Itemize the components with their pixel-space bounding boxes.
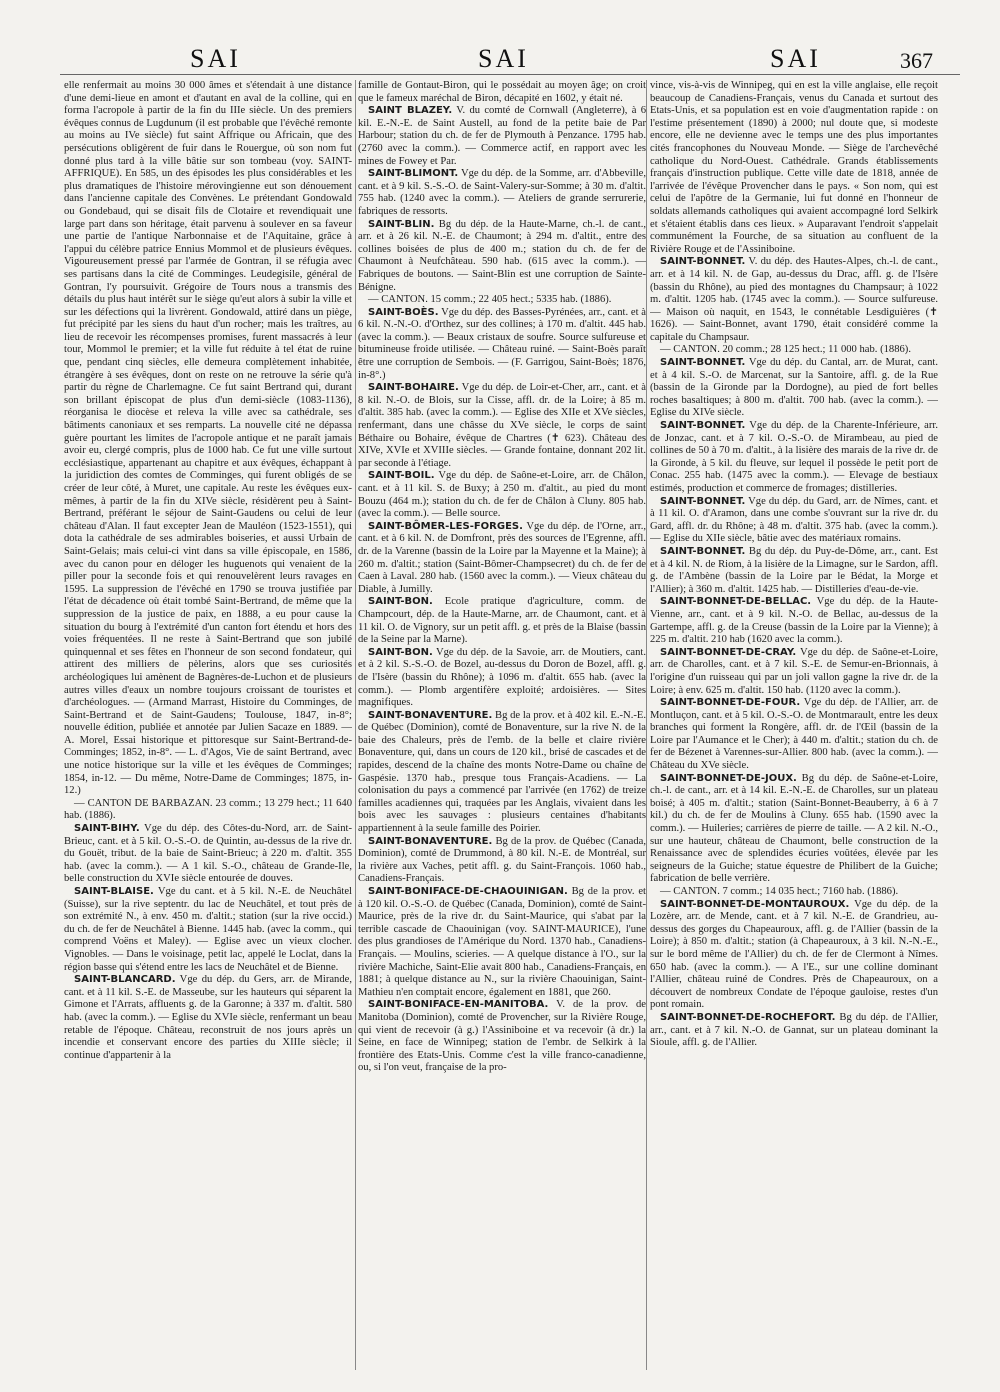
- column-1: [64, 80, 352, 1370]
- entry-headword: SAINT-BONNET.: [660, 256, 746, 268]
- dictionary-entry: [358, 168, 646, 218]
- column-divider: [646, 80, 647, 1370]
- entry-headword: SAINT-BLIN.: [368, 218, 435, 230]
- entry-body: Vge du dép. des Basses-Pyrénées, arr., cant. et à 6 kil. N.-N.-O. d'Orthez, sur des collines; à 170 m. d'altit. 445 hab. (avec la comm.). — Beaux cristaux de soufre. Source sulfureuse et bitumineuse froide utilisée. — Château ruiné. — Saint-Boès paraît être une corruption de Sembois. — (F. Garrigou, Saint-Boès; 1876, in-8°.): [358, 306, 646, 381]
- dictionary-entry: [358, 710, 646, 836]
- dictionary-entry: [358, 596, 646, 646]
- dictionary-entry: [650, 596, 938, 646]
- column-3: [650, 80, 938, 1370]
- entry-headword: SAINT BLAZEY.: [368, 105, 453, 117]
- entry-body: Bg du dép. de l'Allier, arr., cant. et à 7 kil. N.-O. de Gannat, sur un plateau dominant la Sioule, affl. g. de l'Allier.: [650, 1011, 938, 1049]
- running-head-center: SAI: [478, 44, 529, 73]
- entry-headword: SAINT-BONAVENTURE.: [368, 709, 493, 721]
- entry-headword: SAINT-BOHAIRE.: [368, 382, 459, 394]
- entry-text: [650, 344, 938, 357]
- entry-body: — CANTON. 7 comm.; 14 035 hect.; 7160 hab. (1886).: [660, 886, 899, 897]
- dictionary-entry: [650, 773, 938, 886]
- entry-body: V. du comté de Cornwall (Angleterre), à 6 kil. E.-N.-E. de Saint Austell, au fond de la petite baie de Par Harbour; station du ch. de fer de Plymouth à Penzance. 1795 hab. (2760 avec la comm.). — Commerce actif, en rapport avec les mines de Fowey et Par.: [358, 105, 646, 167]
- entry-headword: SAINT-BONNET.: [660, 545, 746, 557]
- dictionary-entry: [650, 647, 938, 697]
- dictionary-entry: [358, 219, 646, 295]
- entry-text: [650, 886, 938, 899]
- dictionary-entry: [64, 886, 352, 974]
- dictionary-entry: [358, 307, 646, 383]
- running-head-left: SAI: [190, 44, 241, 73]
- entry-headword: SAINT-BLAISE.: [74, 886, 154, 897]
- dictionary-entry: [650, 697, 938, 773]
- entry-text: [358, 80, 646, 105]
- entry-body: Vge du dép. de la Savoie, arr. de Moutiers, cant. et à 2 kil. S.-S.-O. de Bozel, au-dessus du Doron de Bozel, affl. g. de l'Isère (bassin du Rhône); à 1096 m. d'altit. 655 hab. (avec la comm.). — Plomb argentifère exploité; ardoisières. — Sites magnifiques.: [358, 646, 646, 709]
- entry-headword: SAINT-BONNET-DE-FOUR.: [660, 697, 801, 709]
- entry-headword: SAINT-BONAVENTURE.: [368, 835, 493, 847]
- entry-body: Vge du dép. du Gers, arr. de Mirande, cant. et à 11 kil. S.-E. de Masseube, sur les hauteurs qui séparent la Gimone et l'Arrats, affluents g. de la Garonne; à 337 m. d'altit. 580 hab. (avec la comm.). — Eglise du XVIe siècle, renfermant un beau retable de l'époque. Château, reconstruit de nos jours après un incendie et conservant encore des parties du XIIIe siècle; il continue d'appartenir à la: [64, 974, 352, 1061]
- entry-body: Vge du dép. de Loir-et-Cher, arr., cant. et à 8 kil. N.-O. de Blois, sur la Cisse, affl. dr. de la Loire; à 85 m. d'altit. 385 hab. (avec la comm.). — Eglise des XIIe et XVe siècles, renfermant, dans une châsse du XVe siècle, le corps de saint Béthaire ou Bohaire, évêque de Chartres (✝ 623). Château des XIVe, XVIe et XVIIIe siècles. — Grande fontaine, donnant 202 lit. par seconde à l'étiage.: [358, 382, 646, 469]
- entry-headword: SAINT-BIHY.: [74, 823, 140, 835]
- dictionary-entry: [358, 382, 646, 470]
- entry-headword: SAINT-BONNET-DE-BELLAC.: [660, 596, 812, 608]
- entry-body: Vge du cant. et à 5 kil. N.-E. de Neuchâtel (Suisse), sur la rive septentr. du lac de Neuchâtel, et tout près de son extrémité N., à env. 450 m. d'altit.; station (sur la rive occid.) du ch. de fer de Neuchâtel à Bienne. 1445 hab. (avec la comm., qui comprend Voëns et Maley). — Eglise avec un vieux clocher. Vignobles. — Dans le voisinage, petit lac, appelé le Loclat, dans la région basse qui s'étend entre les lacs de Neuchâtel et de Bienne.: [64, 886, 352, 973]
- column-divider: [355, 80, 356, 1370]
- entry-body: elle renfermait au moins 30 000 âmes et s'étendait à une distance d'une demi-lieue en amont et d'autant en aval de la colline, qui en forma l'acropole à partir de la fin du IIIe siècle. Un des premiers évêques connus de Lugdunum (il est probable que l'évêché remonte au moins au IVe siècle) fut saint Affrique ou Africain, que des persécutions obligèrent de fuir dans le Rouergue, où son nom fut donné plus tard à la ville bâtie sur son tombeau (voy. SAINT-AFFRIQUE). En 585, un des épisodes les plus considérables et les plus dramatiques de l'histoire mérovingienne eut son dénouement dans l'ancienne capitale des Convènes. Le prétendant Gondowald ou Gondebaud, qui se disait fils de Clotaire et revendiquait une large part dans son héritage, était parvenu à soulever en sa faveur une partie de l'antique Narbonnaise et de l'Aquitaine, grâce à l'appui du célèbre patrice Ennius Mommol et de plusieurs évêques. Vigoureusement pressé par l'armée de Gontran, il se réfugia avec ses partisans dans la cité de Comminges. Leudegisile, général de Gontran, l'y poursuivit. Grégoire de Tours nous a transmis des détails du plus haut intérêt sur le siège qu'eut alors à subir la ville et sur les défections qui la livrèrent. Gondowald, attiré dans un piège, fut précipité par les siens du haut d'un rocher; mais les traîtres, au lieu de recevoir les récompenses promises, furent massacrés à leur tour, Mommol le premier; et la ville fut réduite à tel état de ruine que, pendant cinq siècles, elle demeura complètement inhabitée, étrangère à ses évêques, dont on reste on ne retrouve la série qu'à partir du règne de Charlemagne. Ce fut saint Bertrand qui, durant son brillant épiscopat de plus d'un demi-siècle (1083-1136), réorganisa le diocèse et releva la ville avec sa cathédrale, ses bâtiments canoniaux et ses remparts. La nouvelle cité ne dépassa guère pourtant les limites de l'acropole antique et ne paraît jamais avoir eu, clergé compris, plus de 1000 hab. Ce fut une ville surtout ecclésiastique, appartenant au chapitre et aux évêques, échappant à la juridiction des comtes de Comminges, qui furent obligés de se créer de leur côté, à Muret, une capitale. Au reste les évêques eux-mêmes, à partir de la fin du XIVe siècle, résidèrent peu à Saint-Bertrand, préférant le séjour de Saint-Gaudens ou celui de leur château d'Alan. Il faut excepter Jean de Mauléon (1523-1551), qui dota la cathédrale de ses admirables boiseries, et aussi Urbain de Saint-Gelais; mais celui-ci vint dans sa ville épiscopale, en 1586, avec du canon pour en déloger les huguenots qui venaient de la piller pour la seconde fois et qui renouvelèrent leurs ravages en 1595. La suppression de l'évêché en 1790 se trouva justifiée par l'état de décadence où était tombé Saint-Bertrand, de même que la suppression de la justice de paix, en 1888, a eu pour cause la situation du bourg à l'extrémité d'un canton fort étendu et hors des voies fréquentées. Il ne reste à Saint-Bertrand que son jubilé quinquennal et ses fêtes en l'honneur de son second fondateur, qui attirent des milliers de pèlerins, alors que ses curiosités archéologiques lui amènent de Bagnères-de-Luchon et de plusieurs autres villes d'eaux un nombre toujours croissant de touristes et d'archéologues. — (Armand Marrast, Histoire du Comminges, de Saint-Bertrand et de Saint-Gaudens; Toulouse, 1847, in-8°; nouvelle édition, publiée et annotée par Julien Sacaze en 1889. — A. Morel, Essai historique et pittoresque sur Saint-Bertrand-de-Comminges; 1852, in-8°. — L. d'Agos, Vie de saint Bertrand, avec une notice historique sur la ville et les évêques de Comminges; 1854, in-12. — Du même, Notre-Dame de Comminges; 1875, in-12.): [64, 80, 352, 797]
- dictionary-entry: [358, 105, 646, 168]
- header-rule: [60, 74, 960, 75]
- dictionary-entry: [650, 1012, 938, 1050]
- entry-body: — CANTON DE BARBAZAN. 23 comm.; 13 279 hect.; 11 640 hab. (1886).: [64, 797, 352, 822]
- entry-body: Vge du dép. de l'Orne, arr., cant. et à 6 kil. N. de Domfront, près des sources de l'Egrenne, affl. dr. de la Varenne (bassin de la Loire par la Mayenne et la Maine); à 260 m. d'altit.; station (Saint-Bômer-Champsecret) du ch. de fer de Caen à Laval. 280 hab. (1560 avec la comm.). — Vieux château du Diable, à Jumilly.: [358, 520, 646, 595]
- dictionary-entry: [358, 470, 646, 520]
- dictionary-entry: [64, 974, 352, 1062]
- entry-body: Bg du dép. de la Haute-Marne, ch.-l. de cant., arr. et à 26 kil. N.-E. de Chaumont; à 294 m. d'altit., entre des collines boisées de plus de 400 m.; station du ch. de fer de Chaumont à Neufchâteau. 590 hab. (615 avec la comm.). — Fabriques de boutons. — Saint-Blin est une corruption de Sainte-Bénigne.: [358, 218, 646, 293]
- dictionary-entry: [650, 420, 938, 496]
- column-2: [358, 80, 646, 1370]
- entry-headword: SAINT-BLIMONT.: [368, 168, 459, 180]
- dictionary-entry: [650, 357, 938, 420]
- entry-body: — CANTON. 15 comm.; 22 405 hect.; 5335 hab. (1886).: [368, 294, 612, 306]
- entry-headword: SAINT-BÔMER-LES-FORGES.: [368, 520, 523, 532]
- entry-body: vince, vis-à-vis de Winnipeg, qui en est la ville anglaise, elle reçoit beaucoup de Canadiens-Français, venus du Canada et surtout des Etats-Unis, et sa population est en voie d'augmentation rapide : on l'estime présentement (1890) à 2000; nul doute que, si modeste encore, elle ne devienne avec le temps une des plus importantes cités francophones du Nouveau Monde. — Siège de l'archevêché catholique du Nord-Ouest. Cathédrale. Grands établissements français d'instruction publique. Cette ville date de 1818, année de l'arrivée de l'évêque Provencher dans le pays. « Son nom, qui est celui de l'apôtre de la Germanie, lui fut donné en l'honneur de soldats allemands catholiques qui avaient accompagné lord Selkirk et s'étaient établis dans ces lieux. » Auparavant l'endroit s'appelait communément la Fourche, de sa situation au confluent de la Rivière Rouge et de l'Assiniboine.: [650, 80, 938, 255]
- entry-body: Vge du dép. de l'Allier, arr. de Montluçon, cant. et à 5 kil. O.-S.-O. de Montmarault, entre les deux branches qui forment la Rongère, affl. dr. de l'Œil (bassin de la Loire par l'Aumance et le Cher); à 440 m. d'altit.; station du ch. de fer de Bézenet à Varennes-sur-Allier. 800 hab. (avec la comm.). — Château du XVe siècle.: [650, 697, 938, 772]
- entry-text: [64, 80, 352, 798]
- entry-body: Vge du dép. de Saône-et-Loire, arr. de Charolles, cant. et à 7 kil. S.-E. de Semur-en-Brionnais, à l'origine d'un ruisseau qui par un joli vallon gagne la rive dr. de la Loire; à env. 625 m. d'altit. 150 hab. (1120 avec la comm.).: [650, 646, 938, 696]
- entry-headword: SAINT-BONNET-DE-ROCHEFORT.: [660, 1011, 836, 1023]
- entry-headword: SAINT-BONNET-DE-JOUX.: [660, 772, 797, 784]
- entry-body: Bg de la prov. et à 120 kil. O.-S.-O. de Québec (Canada, Dominion), comté de Saint-Maurice, près de la rive dr. du Saint-Maurice, qui s'abat par la terrible cascade de Chaouinigan (voy. SAINT-MAURICE), l'une des plus grandioses de l'Amérique du Nord. 1370 hab., Canadiens-Français. — Moulins, scieries. — A quelque distance à l'O., sur la rivière Machiche, Saint-Elie avait 800 hab., Canadiens-Français, en 1881; à quelque distance au N., sur la rivière Chaouinigan, Saint-Mathieu n'en comptait encore, également en 1881, que 260.: [358, 886, 646, 998]
- entry-body: famille de Gontaut-Biron, qui le possédait au moyen âge; on croit que le fameux maréchal de Biron, décapité en 1602, y était né.: [358, 80, 646, 104]
- entry-body: Bg du dép. du Puy-de-Dôme, arr., cant. Est et à 4 kil. N. de Riom, à la lisière de la Limagne, sur le Sardon, affl. g. de l'Ambène (bassin de la Loire par le Bédat, la Morge et l'Allier); à 360 m. d'altit. 1425 hab. — Distilleries d'eau-de-vie.: [650, 545, 938, 595]
- page-number: 367: [900, 48, 933, 73]
- entry-headword: SAINT-BONIFACE-EN-MANITOBA.: [368, 999, 549, 1011]
- entry-text: [358, 294, 646, 307]
- entry-body: Vge du dép. de la Charente-Inférieure, arr. de Jonzac, cant. et à 7 kil. O.-S.-O. de Mirambeau, au pied de collines de 50 à 70 m. d'altit., à la lisière des marais de la rive dr. de la Gironde, à 5 kil. du fleuve, sur lequel il possède le petit port de Conac. 255 hab. (1475 avec la comm.). — Elevage de bestiaux estimés, production et commerce de fromages; distilleries.: [650, 420, 938, 494]
- entry-body: Bg du dép. de Saône-et-Loire, ch.-l. de cant., arr. et à 14 kil. E.-N.-E. de Charolles, sur un plateau boisé; à 405 m. d'altit.; station (Saint-Bonnet-Beauberry, à 6 à 7 kil.) du ch. de fer de Moulins à Cluny. 655 hab. (1590 avec la comm.). — Huileries; carrières de pierre de taille. — A 2 kil. N.-O., sur une hauteur, château de Chaumont, belle construction de la Renaissance avec de splendides écuries voûtées, élevée par les seigneurs de la Guiche; statue équestre de Philibert de la Guiche; fabrication de belle verrière.: [650, 772, 938, 885]
- entry-body: V. de la prov. de Manitoba (Dominion), comté de Provencher, sur la Rivière Rouge, qui vient de recevoir (à g.) l'Assiniboine et va recevoir (à dr.) la Seine, en face de Winnipeg; station de l'embr. de Selkirk à la frontière des Etats-Unis. Comme c'est la ville franco-canadienne, ou, si l'on veut, française de la pro-: [358, 999, 646, 1074]
- entry-body: Vge du dép. de la Somme, arr. d'Abbeville, cant. et à 9 kil. S.-S.-O. de Saint-Valery-sur-Somme; à 30 m. d'altit. 755 hab. (1240 avec la comm.). — Ateliers de grande serrurerie, fabriques de ressorts.: [358, 168, 646, 217]
- dictionary-entry: [650, 899, 938, 1012]
- dictionary-entry: [650, 496, 938, 546]
- entry-body: Vge du dép. de Saône-et-Loire, arr. de Châlon, cant. et à 11 kil. S. de Buxy; à 250 m. d'altit., au pied du mont Bouzu (464 m.); station du ch. de fer de Châlon à Cluny. 805 hab. (avec la comm.). — Belle source.: [358, 470, 646, 520]
- dictionary-entry: [64, 823, 352, 886]
- entry-headword: SAINT-BOÈS.: [368, 306, 439, 318]
- entry-body: Bg de la prov. et à 402 kil. E.-N.-E. de Québec (Dominion), comté de Bonaventure, sur la rive N. de la baie des Chaleurs, près de l'emb. de la belle et claire rivière Bonaventure, qui, dans un cours de 120 kil., brisé de cascades et de rapides, descend de la chaîne des monts Notre-Dame ou chaîne de Gaspésie. 1370 hab., presque tous Français-Acadiens. — La colonisation du pays a commencé par l'arrivée (en 1762) de treize familles acadiennes qui, traquées par les Anglais, vivaient dans les bois avec les sauvages : plusieurs centaines d'habitants appartiennent à la seule famille des Poirier.: [358, 709, 646, 835]
- entry-headword: SAINT-BON.: [368, 596, 433, 608]
- entry-headword: SAINT-BONNET.: [660, 495, 746, 507]
- entry-text: [64, 798, 352, 823]
- entry-headword: SAINT-BONNET.: [660, 420, 746, 432]
- entry-body: V. du dép. des Hautes-Alpes, ch.-l. de cant., arr. et à 14 kil. N. de Gap, au-dessus du Drac, affl. g. de l'Isère (bassin du Rhône), au pied des montagnes du Champsaur; à 1022 m. d'altit. 1205 hab. (1745 avec la comm.). — Source sulfureuse. — Maison où naquit, en 1543, le connétable Lesdiguières (✝ 1626). — Saint-Bonnet, avant 1790, était considéré comme la capitale du Champsaur.: [650, 256, 938, 343]
- dictionary-entry: [358, 999, 646, 1075]
- entry-headword: SAINT-BON.: [368, 646, 433, 658]
- entry-body: Vge du dép. du Gard, arr. de Nîmes, cant. et à 11 kil. O. d'Aramon, dans une combe s'ouvrant sur la rive dr. du Gard, affl. dr. du Rhône; à 48 m. d'altit. 375 hab. (avec la comm.). — Eglise du XIIe siècle, bâtie avec des matériaux romains.: [650, 495, 938, 545]
- dictionary-entry: [650, 256, 938, 344]
- entry-body: Vge du dép. de la Lozère, arr. de Mende, cant. et à 7 kil. N.-E. de Grandrieu, au-dessus des gorges du Chapeauroux, affl. g. de l'Allier (bassin de la Loire); à 850 m. d'altit.; station (à Chapeauroux, à 3 kil. N.-N.-E., sur le bord même de l'Allier) du ch. de fer de Clermont à Nîmes. 650 hab. (avec la comm.). — A l'E., sur une colline dominant l'Allier, château ruiné de Condres. Près de Chapeauroux, on a découvert de nombreux Condate de l'époque gauloise, restes d'un pont romain.: [650, 898, 938, 1011]
- dictionary-entry: [358, 886, 646, 999]
- entry-body: Vge du dép. de la Haute-Vienne, arr., cant. et à 9 kil. N.-O. de Bellac, au-dessus de la Gartempe, affl. g. de la Creuse (bassin de la Loire par la Vienne); à 225 m. d'altit. 210 hab (1620 avec la comm.).: [650, 596, 938, 646]
- entry-headword: SAINT-BLANCARD.: [74, 974, 176, 986]
- entry-headword: SAINT-BONNET.: [660, 357, 746, 369]
- entry-headword: SAINT-BONIFACE-DE-CHAOUINIGAN.: [368, 886, 568, 897]
- running-head-right: SAI: [770, 44, 821, 73]
- entry-body: — CANTON. 20 comm.; 28 125 hect.; 11 000 hab. (1886).: [660, 344, 911, 356]
- dictionary-entry: [650, 546, 938, 596]
- entry-text: [650, 80, 938, 256]
- entry-headword: SAINT-BONNET-DE-CRAY.: [660, 646, 797, 658]
- entry-body: Bg de la prov. de Québec (Canada, Dominion), comté de Drummond, à 80 kil. N.-E. de Montréal, sur la rivière aux Vaches, petit affl. g. du Saint-François. 1060 hab., Canadiens-Français.: [358, 835, 646, 885]
- entry-headword: SAINT-BOIL.: [368, 470, 435, 482]
- dictionary-entry: [358, 836, 646, 886]
- dictionary-entry: [358, 521, 646, 597]
- entry-body: Ecole pratique d'agriculture, comm. de Champcourt, dép. de la Haute-Marne, arr. de Chaumont, cant. et à 11 kil. O. de Vignory, sur un petit affl. g. et près de la Blaise (bassin de la Seine par la Marne).: [358, 596, 646, 646]
- entry-headword: SAINT-BONNET-DE-MONTAUROUX.: [660, 898, 850, 910]
- dictionary-entry: [358, 647, 646, 710]
- entry-body: Vge du dép. des Côtes-du-Nord, arr. de Saint-Brieuc, cant. et à 5 kil. O.-S.-O. de Quintin, au-dessus de la rive dr. du Gouët, tribut. de la baie de Saint-Brieuc; à 220 m. d'altit. 355 hab. (avec la comm.). — A 1 kil. S.-O., château de Grande-Ile, belle construction du XVIe siècle entourée de douves.: [64, 823, 352, 885]
- entry-body: Vge du dép. du Cantal, arr. de Murat, cant. et à 4 kil. S.-O. de Marcenat, sur la Santoire, affl. g. de la Rue (bassin de la Gironde par la Dordogne), au pied de fort belles roches basaltiques; à 800 m. d'altit. 700 hab. (avec la comm.). — Eglise du XIVe siècle.: [650, 357, 938, 419]
